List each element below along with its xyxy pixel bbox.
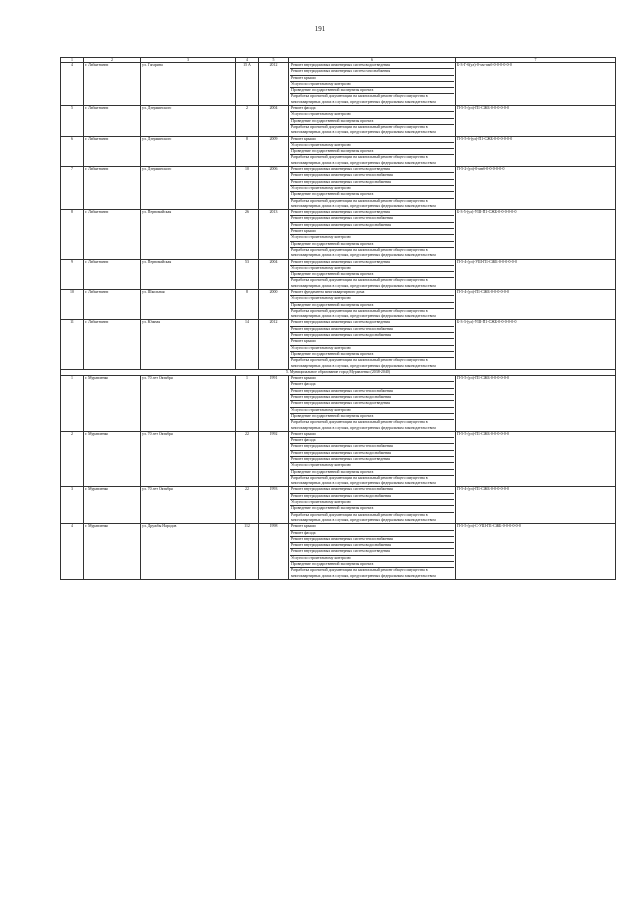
city-cell: г. Муравленко [84,431,141,487]
work-item: Ремонт внутридомовых инженерных систем водоснабжения [290,451,454,457]
work-item: Ремонт крыши [290,524,454,530]
city-cell: г. Лабытнанги [84,210,141,259]
works-list [290,487,454,523]
work-item: Ремонт крыши [290,376,454,382]
row-number-cell: 4 [61,63,84,106]
work-item: Разработка проектной документации на капитальный ремонт общего имущества в многоквартирных домах в случаях, предусмотренных федеральным законодательством [291,420,436,430]
work-item: Услуги по строительному контролю [290,346,454,352]
city-cell: г. Лабытнанги [84,289,141,319]
work-item: Ремонт фасада [290,438,454,444]
work-item: Услуги по строительному контролю [290,556,454,562]
work-item: Ремонт фасада [290,106,454,112]
work-item: Разработка проектной документации на капитальный ремонт общего имущества в многоквартирных домах в случаях, предусмотренных федеральным законодательством [291,568,436,578]
year-cell: 2013 [259,210,289,259]
building-row [61,210,616,259]
work-item: Проведение государственной экспертизы проекта [290,562,454,568]
row-number-cell: 6 [61,136,84,166]
row-number-cell: 11 [61,320,84,369]
works-cell [289,431,456,487]
work-item: Ремонт внутридомовых инженерных систем теплоснабжения [290,487,454,493]
work-item: Услуги по строительному контролю [290,186,454,192]
house-number-cell: 14 [236,320,259,369]
column-number-cell: 1 [61,58,84,63]
street-cell: ул. Южная [141,320,236,369]
house-number-cell: 8 [236,289,259,319]
year-cell: 2012 [259,63,289,106]
work-item: Ремонт фасада [290,382,454,388]
work-item: Ремонт внутридомовых инженерных систем теплоснабжения [290,327,454,333]
building-code-cell: Б-3-3-(ул)-УШ-П1-СЖБ-0-0-0-0-0-0 [456,320,616,369]
works-cell [289,259,456,289]
city-cell: г. Лабытнанги [84,259,141,289]
work-item: Разработка проектной документации на капитальный ремонт общего имущества в многоквартирных домах в случаях, предусмотренных федеральным законодательством [291,198,436,208]
building-code-cell: Б-3-Г-6(ул)-0-хм-пмб-0-0-0-0-0-0 [456,63,616,106]
work-item: Разработка проектной документации на капитальный ремонт общего имущества в многоквартирных домах в случаях, предусмотренных федеральным законодательством [291,358,436,368]
year-cell: 1991 [259,376,289,432]
section-title: 5. Муниципальное образование город Муравленко (2038-2040) [61,369,616,375]
street-cell: ул. Дружбы Народов [141,524,236,580]
row-number-cell: 2 [61,431,84,487]
work-item: Ремонт внутридомовых инженерных систем водоотведения [290,167,454,173]
city-cell: г. Муравленко [84,487,141,524]
building-row [61,524,616,580]
work-item: Услуги по строительному контролю [290,235,454,241]
work-item: Услуги по строительному контролю [290,143,454,149]
work-item: Ремонт внутридомовых инженерных систем теплоснабжения [290,216,454,222]
year-cell: 2009 [259,136,289,166]
work-item: Ремонт крыши [290,137,454,143]
house-number-cell: 8 [236,136,259,166]
works-list [290,106,454,135]
works-list [290,376,454,431]
year-cell: 1993 [259,487,289,524]
work-item: Ремонт внутридомовых инженерных систем водоснабжения [290,494,454,500]
building-code-cell: П-5-5-6-(ул)-П1-СЖБ-0-0-0-0-0-0 [456,136,616,166]
work-item: Услуги по строительному контролю [290,296,454,302]
city-cell: г. Муравленко [84,524,141,580]
work-item: Ремонт внутридомовых инженерных систем водоснабжения [290,395,454,401]
works-list [290,260,454,289]
work-item: Проведение государственной экспертизы проекта [290,242,454,248]
city-cell: г. Муравленко [84,376,141,432]
work-item: Ремонт внутридомовых инженерных систем водоотведения [290,63,454,69]
building-code-cell: Б-3-5-(ул)-УШ-П1-СЖБ-0-0-0-0-0-0 [456,210,616,259]
street-cell: ул. Дзержинского [141,106,236,136]
works-cell [289,376,456,432]
page-number: 191 [314,25,326,33]
building-code-cell: П-5-2-(ул)-0-мнб-0-0-0-0-0-0 [456,167,616,210]
work-item: Проведение государственной экспертизы проекта [290,88,454,94]
work-item: Ремонт крыши [290,76,454,82]
column-number-cell: 4 [236,58,259,63]
building-row [61,289,616,319]
building-row [61,376,616,432]
work-item: Услуги по строительному контролю [290,463,454,469]
work-item: Разработка проектной документации на капитальный ремонт общего имущества в многоквартирных домах в случаях, предусмотренных федеральным законодательством [291,124,436,135]
work-item: Ремонт внутридомовых инженерных систем водоснабжения [290,223,454,229]
street-cell: ул. 70 лет Октября [141,431,236,487]
row-number-cell: 9 [61,259,84,289]
building-code-cell: П-5-5-(ул)-П1-СЖБ-0-0-0-0-0-0 [456,431,616,487]
building-row [61,136,616,166]
row-number-cell: 3 [61,487,84,524]
column-number-cell: 3 [141,58,236,63]
building-row [61,487,616,524]
work-item: Проведение государственной экспертизы проекта [290,303,454,309]
work-item: Ремонт внутридомовых инженерных систем водоотведения [290,401,454,407]
work-item: Проведение государственной экспертизы проекта [290,272,454,278]
works-list [290,210,454,258]
column-number-cell: 5 [259,58,289,63]
work-item: Ремонт внутридомовых инженерных систем водоснабжения [290,180,454,186]
street-cell: ул. 70 лет Октября [141,376,236,432]
street-cell: ул. 70 лет Октября [141,487,236,524]
works-cell [289,320,456,369]
year-cell: 2006 [259,167,289,210]
building-row [61,63,616,106]
building-code-cell: П-5-5-(ул)-П1-СЖБ-0-0-0-0-0-0 [456,376,616,432]
year-cell: 2000 [259,289,289,319]
work-item: Ремонт внутридомовых инженерных систем водоотведения [290,457,454,463]
works-list [290,137,454,166]
works-cell [289,167,456,210]
year-cell: 2004 [259,106,289,136]
work-item: Услуги по строительному контролю [290,266,454,272]
house-number-cell: 112 [236,524,259,580]
work-item: Разработка проектной документации на капитальный ремонт общего имущества в многоквартирных домах в случаях, предусмотренных федеральным законодательством [291,94,436,104]
works-list [290,290,454,319]
column-number-cell: 7 [456,58,616,63]
works-list [290,63,454,105]
city-cell: г. Лабытнанги [84,136,141,166]
work-item: Разработка проектной документации на капитальный ремонт общего имущества в многоквартирных домах в случаях, предусмотренных федеральным законодательством [291,512,436,522]
works-list [290,432,454,487]
works-cell [289,289,456,319]
column-number-cell: 6 [289,58,456,63]
work-item: Ремонт внутридомовых инженерных систем теплоснабжения [290,173,454,179]
row-number-cell: 8 [61,210,84,259]
work-item: Разработка проектной документации на капитальный ремонт общего имущества в многоквартирных домах в случаях, предусмотренных федеральным законодательством [291,475,436,486]
work-item: Ремонт внутридомовых инженерных систем водоснабжения [290,543,454,549]
house-number-cell: 22 [236,431,259,487]
work-item: Ремонт крыши [290,229,454,235]
capital-repair-register-table [60,57,616,580]
city-cell: г. Лабытнанги [84,320,141,369]
work-item: Ремонт внутридомовых инженерных систем водоотведения [290,549,454,555]
work-item: Проведение государственной экспертизы проекта [290,119,454,125]
street-cell: ул. Первомайская [141,210,236,259]
city-cell: г. Лабытнанги [84,106,141,136]
year-cell: 1992 [259,431,289,487]
work-item: Ремонт фасада [290,531,454,537]
row-number-cell: 5 [61,106,84,136]
building-code-cell: П-5-5-(ул)-П1-СЖБ-0-0-0-0-0-0 [456,106,616,136]
work-item: Ремонт внутридомовых инженерных систем газоснабжения [290,69,454,75]
work-item: Услуги по строительному контролю [290,82,454,88]
year-cell: 1998 [259,524,289,580]
work-item: Проведение государственной экспертизы проекта [290,192,454,198]
work-item: Ремонт фундамента многоквартирного дома [290,290,454,296]
work-item: Ремонт внутридомовых инженерных систем водоотведения [290,260,454,266]
building-row [61,320,616,369]
work-item: Ремонт внутридомовых инженерных систем водоотведения [290,320,454,326]
year-cell: 2012 [259,320,289,369]
building-code-cell: П-5-5-(ул)-С-УШ-П1-СЖБ-0-0-0-0-0-0 [456,524,616,580]
work-item: Разработка проектной документации на капитальный ремонт общего имущества в многоквартирных домах в случаях, предусмотренных федеральным законодательством [291,278,436,288]
house-number-cell: 1 [236,376,259,432]
work-item: Ремонт внутридомовых инженерных систем водоснабжения [290,333,454,339]
works-cell [289,63,456,106]
building-row [61,259,616,289]
city-cell: г. Лабытнанги [84,63,141,106]
building-code-cell: П-5-4-(ул)-П1-СЖБ-0-0-0-0-0-0 [456,289,616,319]
works-cell [289,136,456,166]
work-item: Услуги по строительному контролю [290,408,454,414]
work-item: Проведение государственной экспертизы проекта [290,506,454,512]
building-row [61,167,616,210]
house-number-cell: 10 [236,167,259,210]
work-item: Разработка проектной документации на капитальный ремонт общего имущества в многоквартирных домах в случаях, предусмотренных федеральным законодательством [291,247,436,258]
row-number-cell: 7 [61,167,84,210]
row-number-cell: 10 [61,289,84,319]
work-item: Ремонт внутридомовых инженерных систем теплоснабжения [290,444,454,450]
street-cell: ул. Дзержинского [141,167,236,210]
house-number-cell: 26 [236,210,259,259]
street-cell: ул. Гагарина [141,63,236,106]
building-row [61,106,616,136]
city-cell: г. Лабытнанги [84,167,141,210]
work-item: Ремонт внутридомовых инженерных систем теплоснабжения [290,389,454,395]
house-number-cell: 53 [236,259,259,289]
works-list [290,320,454,368]
column-number-cell: 2 [84,58,141,63]
work-item: Услуги по строительному контролю [290,112,454,118]
works-cell [289,106,456,136]
work-item: Ремонт внутридомовых инженерных систем водоотведения [290,210,454,216]
house-number-cell: 2 [236,106,259,136]
work-item: Проведение государственной экспертизы проекта [290,414,454,420]
building-code-cell: П-5-4-(ул)-УШ-П1-СЖБ-0-0-0-0-0-0 [456,259,616,289]
house-number-cell: 15 А [236,63,259,106]
house-number-cell: 22 [236,487,259,524]
row-number-cell: 1 [61,376,84,432]
work-item: Услуги по строительному контролю [290,500,454,506]
work-item: Ремонт крыши [290,339,454,345]
work-item: Ремонт внутридомовых инженерных систем теплоснабжения [290,537,454,543]
street-cell: ул. Дзержинского [141,136,236,166]
row-number-cell: 4 [61,524,84,580]
works-cell [289,487,456,524]
works-cell [289,524,456,580]
works-list [290,524,454,579]
works-cell [289,210,456,259]
work-item: Проведение государственной экспертизы проекта [290,149,454,155]
work-item: Проведение государственной экспертизы проекта [290,470,454,476]
work-item: Ремонт крыши [290,432,454,438]
works-list [290,167,454,209]
street-cell: ул. Первомайская [141,259,236,289]
work-item: Проведение государственной экспертизы проекта [290,352,454,358]
work-item: Разработка проектной документации на капитальный ремонт общего имущества в многоквартирных домах в случаях, предусмотренных федеральным законодательством [291,308,436,319]
building-code-cell: П-5-4-(ул)-П1-СЖБ-0-0-0-0-0-0 [456,487,616,524]
street-cell: ул. Школьная [141,289,236,319]
building-row [61,431,616,487]
year-cell: 2004 [259,259,289,289]
work-item: Разработка проектной документации на капитальный ремонт общего имущества в многоквартирных домах в случаях, предусмотренных федеральным законодательством [291,155,436,165]
